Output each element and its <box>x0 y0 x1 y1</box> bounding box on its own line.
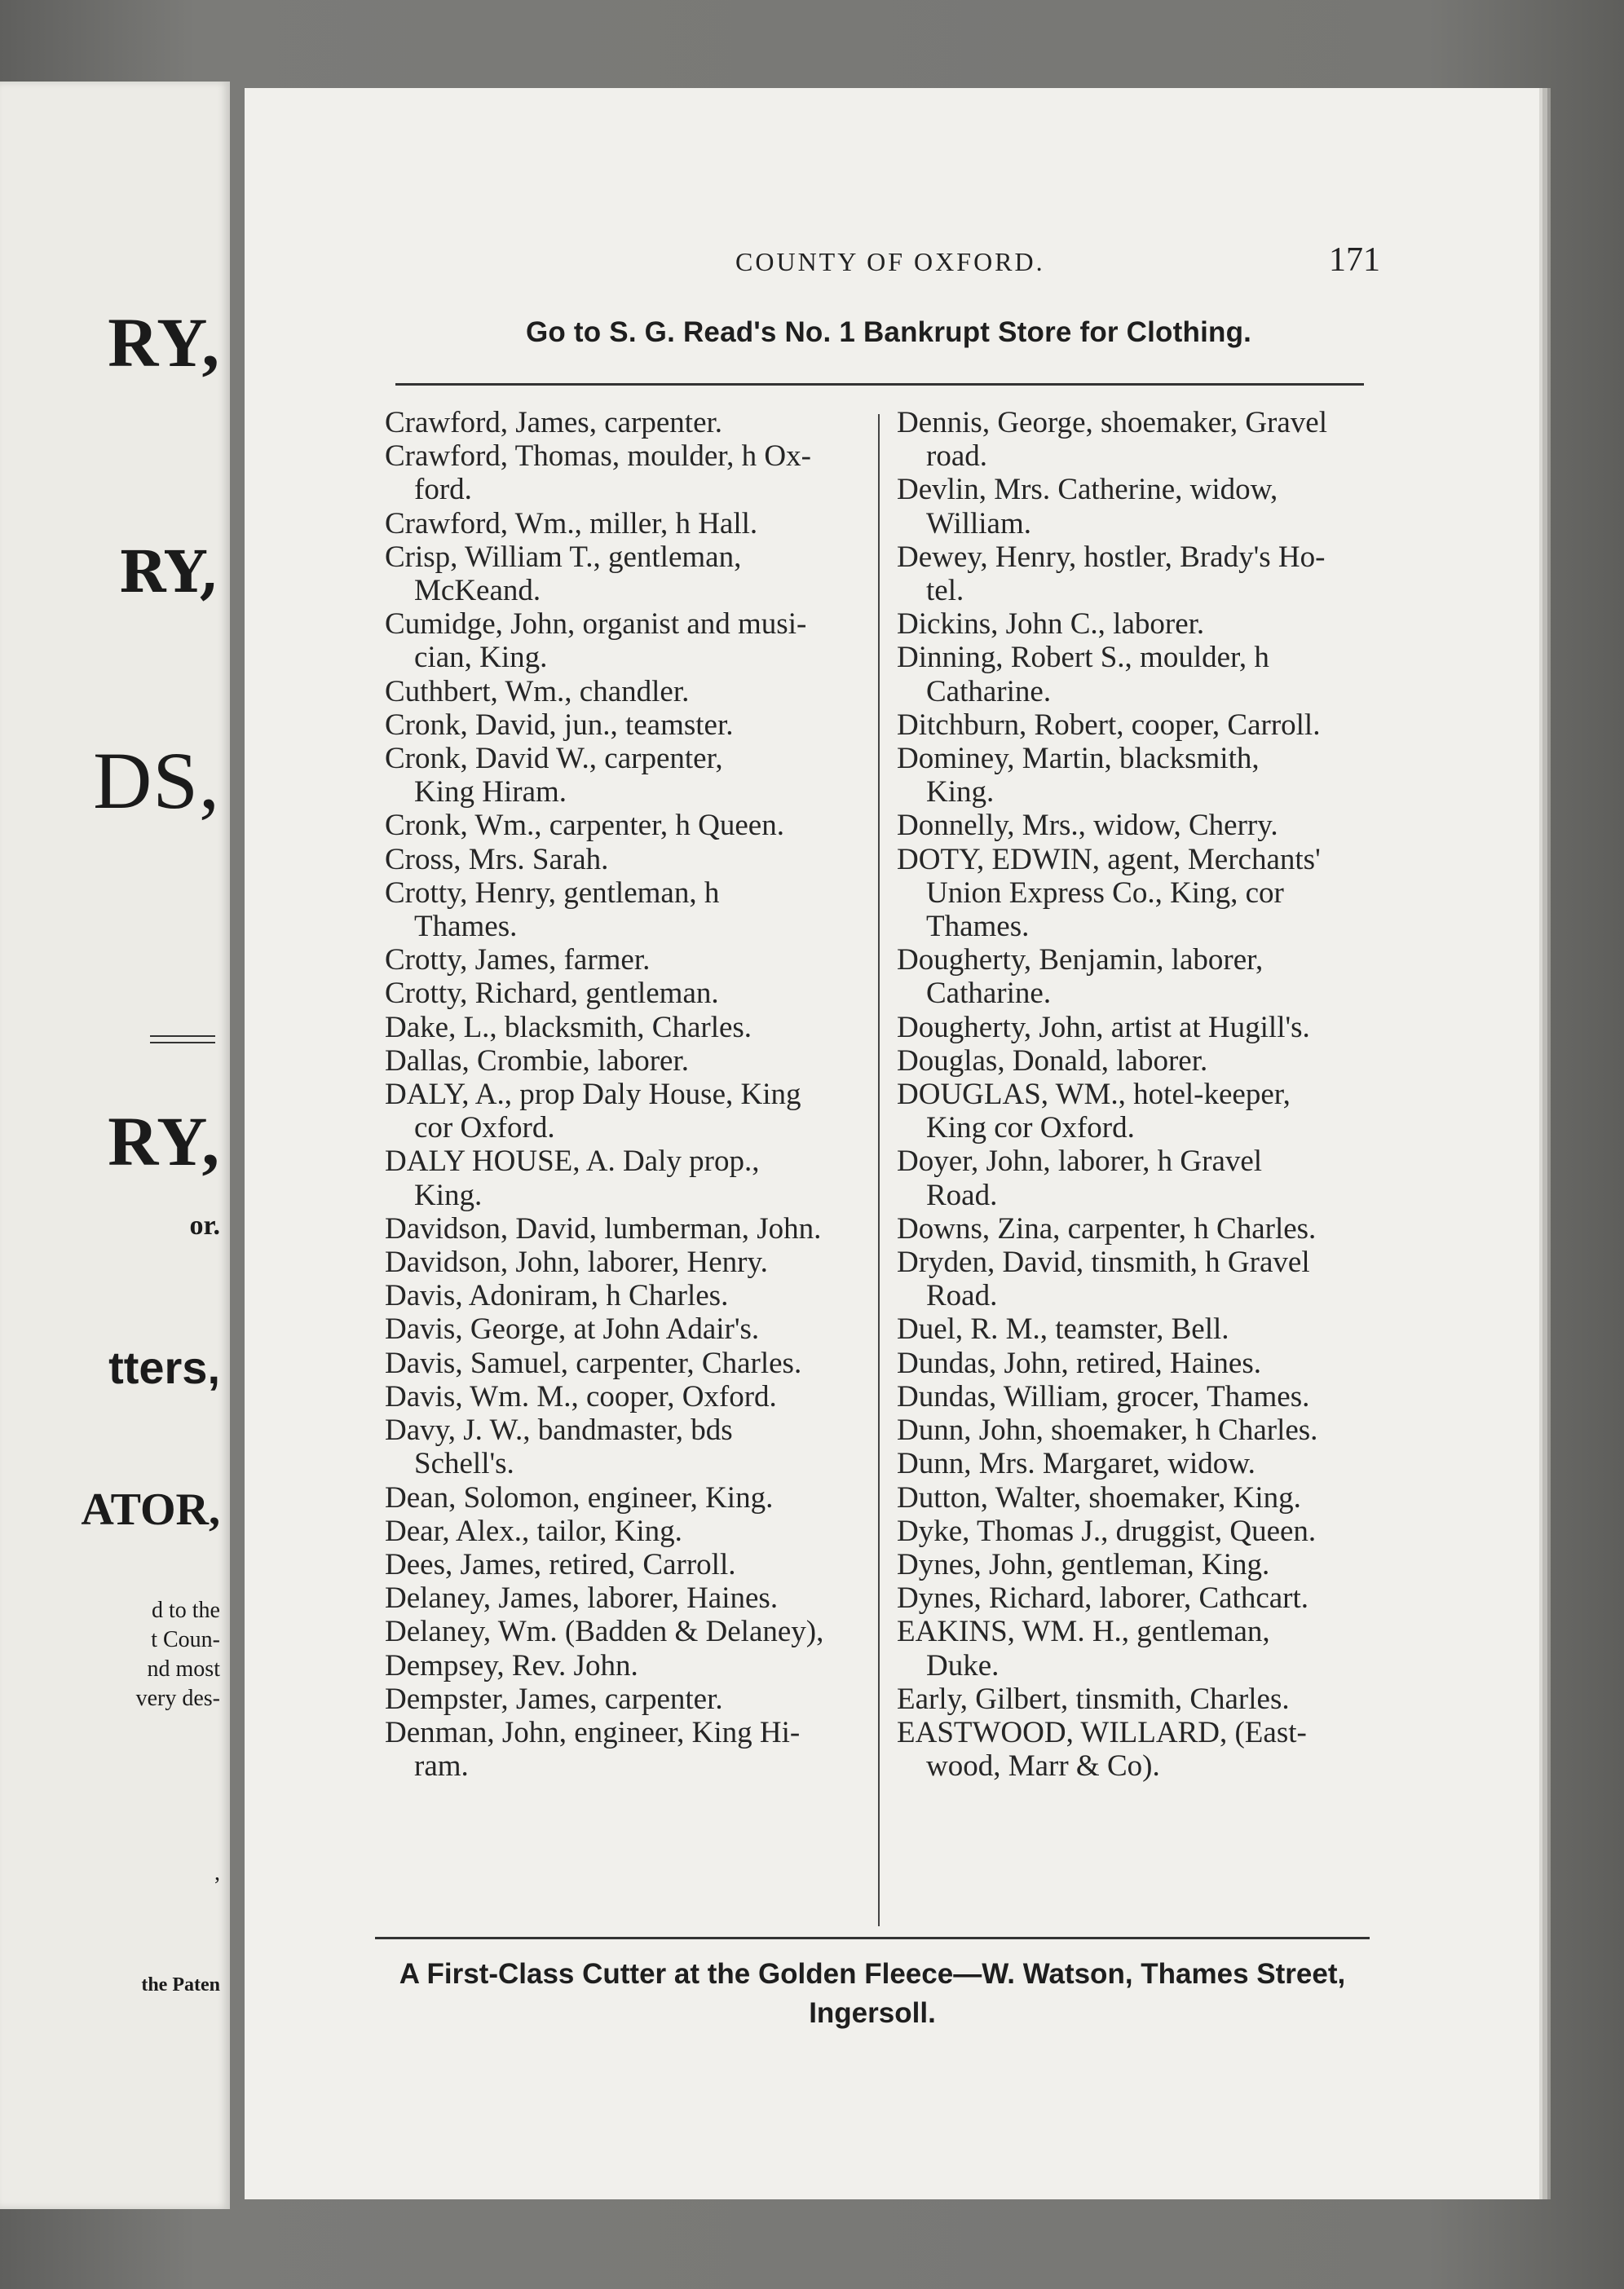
directory-entry <box>897 1347 1392 1380</box>
left-fragment-6: tters, <box>108 1342 220 1393</box>
entry-line: Dougherty, Benjamin, laborer, <box>897 943 1264 977</box>
entry-line: DOTY, EDWIN, agent, Merchants' <box>897 842 1321 876</box>
directory-entry <box>897 1581 1392 1615</box>
entry-line: Crotty, Richard, gentleman. <box>385 977 719 1011</box>
entry-line: Donnelly, Mrs., widow, Cherry. <box>897 809 1278 843</box>
entry-line: Cronk, David, jun., teamster. <box>385 708 734 742</box>
entry-continuation: Thames. <box>926 910 1030 944</box>
directory-entry <box>385 843 874 876</box>
column-divider <box>878 414 880 1926</box>
directory-entry <box>897 943 1392 1010</box>
entry-line: Dutton, Walter, shoemaker, King. <box>897 1480 1301 1515</box>
directory-entry <box>897 641 1392 708</box>
entry-line: Crisp, William T., gentleman, <box>385 540 742 574</box>
entry-line: Dryden, David, tinsmith, h Gravel <box>897 1246 1310 1280</box>
directory-entry <box>897 1011 1392 1044</box>
previous-page-fragment <box>0 82 230 2209</box>
directory-entry <box>897 607 1392 641</box>
entry-line: Delaney, Wm. (Badden & Delaney), <box>385 1615 824 1649</box>
entry-line: Cuthbert, Wm., chandler. <box>385 674 690 708</box>
directory-entry <box>385 1683 874 1716</box>
directory-entry <box>385 977 874 1010</box>
directory-entry <box>385 1347 874 1380</box>
entry-line: Dickins, John C., laborer. <box>897 607 1205 642</box>
entry-continuation: Road. <box>926 1279 998 1313</box>
entry-line: Dees, James, retired, Carroll. <box>385 1547 736 1581</box>
directory-entry <box>385 607 874 674</box>
directory-entry <box>385 1414 874 1480</box>
entry-line: Ditchburn, Robert, cooper, Carroll. <box>897 708 1321 742</box>
bottom-advertisement <box>375 1955 1370 2033</box>
entry-continuation: tel. <box>926 574 964 608</box>
bottom-advertisement-line-2: Ingersoll. <box>809 1997 936 2029</box>
entry-continuation: King. <box>926 775 995 809</box>
entry-line: Crawford, Wm., miller, h Hall. <box>385 506 758 540</box>
left-fragment-8: d to the <box>152 1598 220 1623</box>
entry-continuation: Duke. <box>926 1648 1000 1683</box>
directory-entry <box>385 439 874 506</box>
directory-entry <box>385 1649 874 1683</box>
entry-continuation: ford. <box>414 473 472 507</box>
directory-entry <box>385 406 874 439</box>
directory-entry <box>897 1683 1392 1716</box>
bottom-advertisement-line-1: A First-Class Cutter at the Golden Fleece—W. Watson, Thames Street, <box>399 1958 1346 1990</box>
entry-line: Dundas, John, retired, Haines. <box>897 1346 1261 1380</box>
directory-entry <box>385 708 874 742</box>
entry-continuation: Catharine. <box>926 977 1052 1011</box>
entry-line: Dempster, James, carpenter. <box>385 1682 723 1716</box>
left-fragment-rule <box>150 1042 215 1043</box>
left-column <box>385 406 874 1783</box>
entry-line: Douglas, Donald, laborer. <box>897 1043 1208 1078</box>
directory-entry <box>897 1515 1392 1548</box>
entry-line: Crawford, Thomas, moulder, h Ox- <box>385 439 811 474</box>
entry-line: Crotty, Henry, gentleman, h <box>385 875 720 910</box>
directory-entry <box>385 1515 874 1548</box>
entry-line: Dynes, John, gentleman, King. <box>897 1547 1270 1581</box>
entry-line: Dinning, Robert S., moulder, h <box>897 641 1269 675</box>
left-fragment-2: RY, <box>118 538 220 606</box>
left-fragment-5: or. <box>189 1211 220 1241</box>
left-fragment-1: RY, <box>108 303 220 382</box>
entry-line: Cronk, Wm., carpenter, h Queen. <box>385 809 784 843</box>
entry-line: Dunn, Mrs. Margaret, widow. <box>897 1447 1256 1481</box>
entry-line: Dempsey, Rev. John. <box>385 1648 638 1683</box>
directory-entry <box>385 1011 874 1044</box>
directory-entry <box>897 1044 1392 1078</box>
top-advertisement: Go to S. G. Read's No. 1 Bankrupt Store for Clothing. <box>526 316 1252 348</box>
directory-entry <box>897 1548 1392 1581</box>
entry-line: Davis, George, at John Adair's. <box>385 1312 760 1347</box>
entry-continuation: cian, King. <box>414 641 548 675</box>
left-fragment-rule <box>150 1035 215 1037</box>
entry-continuation: Union Express Co., King, cor <box>926 875 1284 910</box>
entry-line: EAKINS, WM. H., gentleman, <box>897 1615 1270 1649</box>
directory-entry <box>385 1246 874 1279</box>
directory-entry <box>385 1615 874 1648</box>
directory-entry <box>897 1312 1392 1346</box>
entry-continuation: King. <box>414 1178 483 1212</box>
entry-continuation: Catharine. <box>926 674 1052 708</box>
entry-line: Dear, Alex., tailor, King. <box>385 1514 682 1548</box>
entry-line: Crawford, James, carpenter. <box>385 406 723 439</box>
left-fragment-12: , <box>214 1860 220 1885</box>
directory-entry <box>897 809 1392 842</box>
entry-line: Cronk, David W., carpenter, <box>385 742 723 776</box>
entry-line: Cross, Mrs. Sarah. <box>385 842 609 876</box>
entry-line: Downs, Zina, carpenter, h Charles. <box>897 1211 1317 1246</box>
running-head <box>245 241 1539 288</box>
entry-line: Dominey, Martin, blacksmith, <box>897 742 1260 776</box>
entry-line: DALY HOUSE, A. Daly prop., <box>385 1144 760 1179</box>
page-number: 171 <box>1329 241 1380 279</box>
entry-line: Early, Gilbert, tinsmith, Charles. <box>897 1682 1290 1716</box>
entry-line: Davidson, John, laborer, Henry. <box>385 1246 768 1280</box>
top-rule <box>395 383 1364 386</box>
entry-continuation: King cor Oxford. <box>926 1111 1135 1145</box>
entry-line: Crotty, James, farmer. <box>385 943 651 977</box>
entry-continuation: Thames. <box>414 910 518 944</box>
directory-entry <box>385 507 874 540</box>
directory-entry <box>385 540 874 607</box>
directory-entry <box>385 1581 874 1615</box>
entry-line: Dean, Solomon, engineer, King. <box>385 1480 774 1515</box>
directory-entry <box>385 1078 874 1144</box>
directory-entry <box>385 876 874 943</box>
entry-continuation: ram. <box>414 1749 469 1784</box>
entry-line: Dundas, William, grocer, Thames. <box>897 1379 1310 1414</box>
entry-line: Dewey, Henry, hostler, Brady's Ho- <box>897 540 1326 574</box>
directory-entry <box>897 1615 1392 1682</box>
entry-line: Delaney, James, laborer, Haines. <box>385 1581 779 1616</box>
entry-continuation: wood, Marr & Co). <box>926 1749 1160 1784</box>
directory-entry <box>897 708 1392 742</box>
left-fragment-9: t Coun- <box>151 1627 220 1652</box>
directory-entry <box>897 1414 1392 1447</box>
directory-entry <box>897 742 1392 809</box>
directory-entry <box>385 1144 874 1211</box>
directory-entry <box>385 1481 874 1515</box>
directory-entry <box>897 540 1392 607</box>
directory-entry <box>385 1548 874 1581</box>
directory-entry <box>897 1246 1392 1312</box>
entry-continuation: William. <box>926 506 1032 540</box>
entry-line: DALY, A., prop Daly House, King <box>385 1078 801 1112</box>
entry-continuation: McKeand. <box>414 574 541 608</box>
directory-entry <box>385 742 874 809</box>
directory-entry <box>897 1380 1392 1414</box>
directory-entry <box>385 943 874 977</box>
entry-line: Dake, L., blacksmith, Charles. <box>385 1010 752 1044</box>
entry-line: Dunn, John, shoemaker, h Charles. <box>897 1414 1318 1448</box>
left-fragment-7: ATOR, <box>81 1484 220 1535</box>
entry-line: Cumidge, John, organist and musi- <box>385 607 807 642</box>
directory-entry <box>897 1144 1392 1211</box>
directory-entry <box>897 843 1392 944</box>
entry-line: Dyke, Thomas J., druggist, Queen. <box>897 1514 1317 1548</box>
directory-entry <box>897 406 1392 473</box>
directory-entry <box>385 809 874 842</box>
entry-line: EASTWOOD, WILLARD, (East- <box>897 1715 1307 1749</box>
directory-page <box>245 88 1539 2199</box>
directory-entry <box>897 1447 1392 1480</box>
directory-entry <box>897 1078 1392 1144</box>
directory-entry <box>385 1044 874 1078</box>
entry-line: Dynes, Richard, laborer, Cathcart. <box>897 1581 1309 1616</box>
directory-entry <box>897 1212 1392 1246</box>
left-fragment-10: nd most <box>147 1656 220 1682</box>
directory-entry <box>385 1212 874 1246</box>
directory-entry <box>897 1481 1392 1515</box>
bottom-rule <box>375 1937 1370 1939</box>
directory-entry <box>385 675 874 708</box>
entry-continuation: cor Oxford. <box>414 1111 555 1145</box>
directory-entry <box>385 1312 874 1346</box>
directory-entry <box>385 1279 874 1312</box>
entry-line: Devlin, Mrs. Catherine, widow, <box>897 473 1278 507</box>
entry-line: Davis, Adoniram, h Charles. <box>385 1279 729 1313</box>
left-fragment-4: RY, <box>108 1102 220 1180</box>
entry-line: Dougherty, John, artist at Hugill's. <box>897 1010 1310 1044</box>
entry-line: Davis, Wm. M., cooper, Oxford. <box>385 1379 777 1414</box>
entry-line: Davis, Samuel, carpenter, Charles. <box>385 1346 802 1380</box>
entry-continuation: Schell's. <box>414 1447 514 1481</box>
entry-line: Davy, J. W., bandmaster, bds <box>385 1414 733 1448</box>
left-fragment-13: the Paten <box>141 1974 220 1996</box>
directory-entry <box>897 1716 1392 1783</box>
entry-line: Davidson, David, lumberman, John. <box>385 1211 822 1246</box>
entry-continuation: King Hiram. <box>414 775 567 809</box>
entry-continuation: Road. <box>926 1178 998 1212</box>
entry-line: Duel, R. M., teamster, Bell. <box>897 1312 1229 1347</box>
entry-line: Doyer, John, laborer, h Gravel <box>897 1144 1263 1179</box>
entry-continuation: road. <box>926 439 987 474</box>
directory-entry <box>385 1716 874 1783</box>
left-fragment-11: very des- <box>135 1686 220 1711</box>
entry-line: Denman, John, engineer, King Hi- <box>385 1715 801 1749</box>
directory-entry <box>385 1380 874 1414</box>
right-column <box>897 406 1392 1783</box>
entry-line: DOUGLAS, WM., hotel-keeper, <box>897 1078 1291 1112</box>
left-fragment-3: DS, <box>93 735 220 826</box>
running-title: COUNTY OF OXFORD. <box>735 247 1045 276</box>
entry-line: Dallas, Crombie, laborer. <box>385 1043 689 1078</box>
entry-line: Dennis, George, shoemaker, Gravel <box>897 406 1327 439</box>
directory-entry <box>897 473 1392 540</box>
